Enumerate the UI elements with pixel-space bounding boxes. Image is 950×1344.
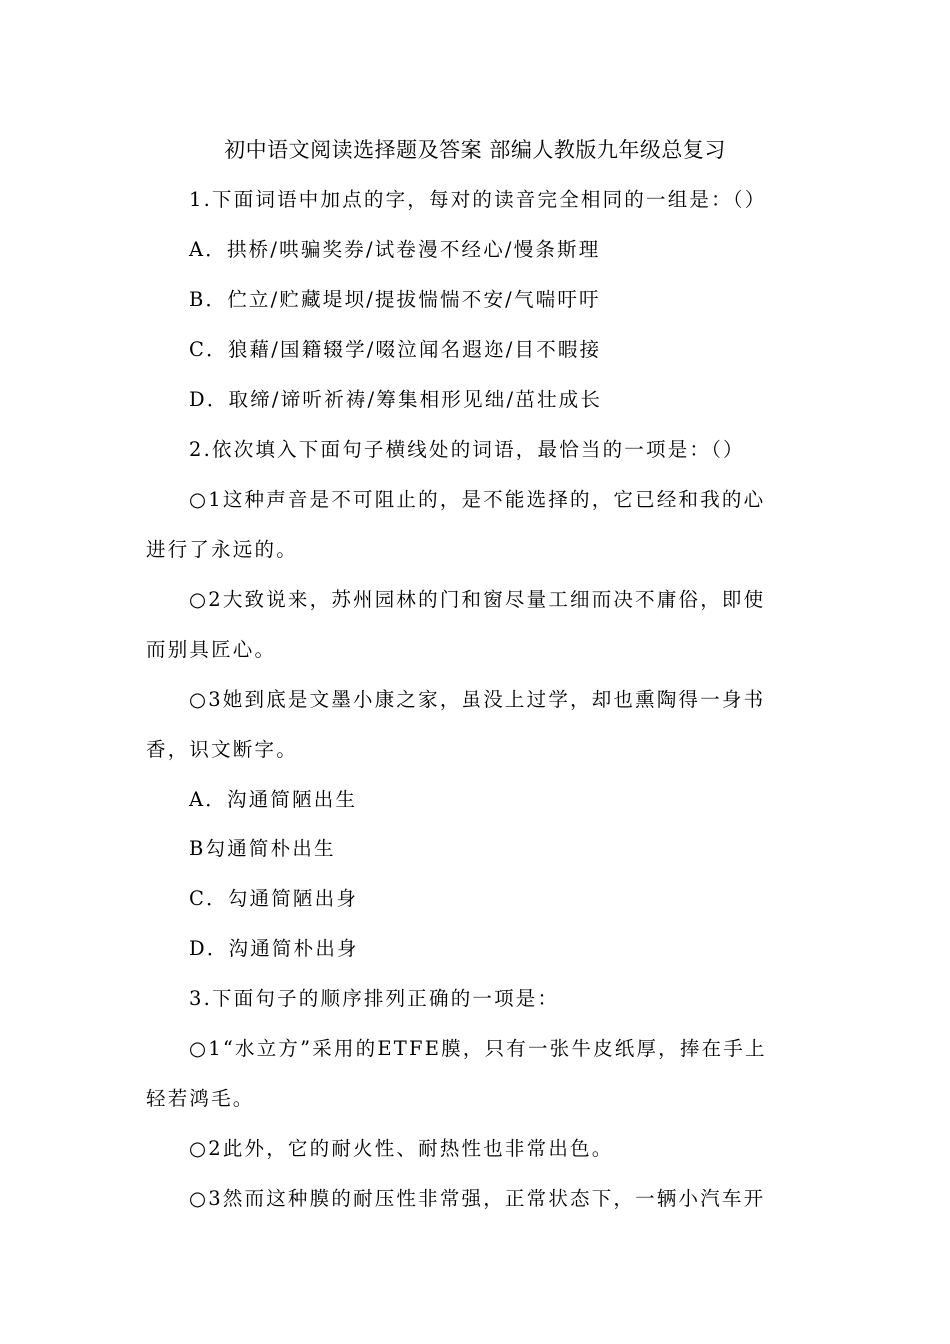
question-1-stem: 1.下面词语中加点的字，每对的读音完全相同的一组是：（） bbox=[189, 188, 767, 211]
question-2-option-c: C．勾通简陋出身 bbox=[189, 887, 359, 910]
question-1-option-c: C．狼藉/国籍辍学/啜泣闻名遐迩/目不暇接 bbox=[189, 338, 602, 361]
question-3-sentence-3: ○3然而这种膜的耐压性非常强，正常状态下，一辆小汽车开 bbox=[189, 1187, 766, 1210]
question-2-sentence-1: ○1这种声音是不可阻止的，是不能选择的，它已经和我的心 bbox=[189, 488, 766, 511]
question-1-option-b: B．伫立/贮藏堤坝/提拔惴惴不安/气喘吁吁 bbox=[189, 288, 601, 311]
question-2-sentence-3: ○3她到底是文墨小康之家，虽没上过学，却也熏陶得一身书 bbox=[189, 688, 766, 711]
question-2-stem: 2.依次填入下面句子横线处的词语，最恰当的一项是：（） bbox=[189, 438, 745, 461]
question-2-option-b: B勾通简朴出生 bbox=[189, 837, 336, 860]
question-1-option-a: A．拱桥/哄骗奖券/试卷漫不经心/慢条斯理 bbox=[189, 238, 601, 261]
question-2-option-a: A．沟通简陋出生 bbox=[189, 788, 358, 811]
question-3-sentence-1-cont: 轻若鸿毛。 bbox=[146, 1087, 255, 1110]
question-2-sentence-1-cont: 进行了永远的。 bbox=[146, 538, 298, 561]
question-2-option-d: D．沟通简朴出身 bbox=[189, 937, 359, 960]
question-2-sentence-3-cont: 香，识文断字。 bbox=[146, 738, 298, 761]
question-2-sentence-2-cont: 而别具匠心。 bbox=[146, 638, 277, 661]
question-3-sentence-2: ○2此外，它的耐火性、耐热性也非常出色。 bbox=[189, 1137, 614, 1160]
question-1-option-d: D．取缔/谛听祈祷/筹集相形见绌/茁壮成长 bbox=[189, 388, 603, 411]
question-3-stem: 3.下面句子的顺序排列正确的一项是： bbox=[189, 987, 560, 1010]
document-title: 初中语文阅读选择题及答案 部编人教版九年级总复习 bbox=[224, 138, 726, 162]
question-2-sentence-2: ○2大致说来，苏州园林的门和窗尽量工细而决不庸俗，即使 bbox=[189, 588, 766, 611]
question-3-sentence-1: ○1“水立方”采用的ETFE膜，只有一张牛皮纸厚，捧在手上 bbox=[189, 1037, 767, 1060]
